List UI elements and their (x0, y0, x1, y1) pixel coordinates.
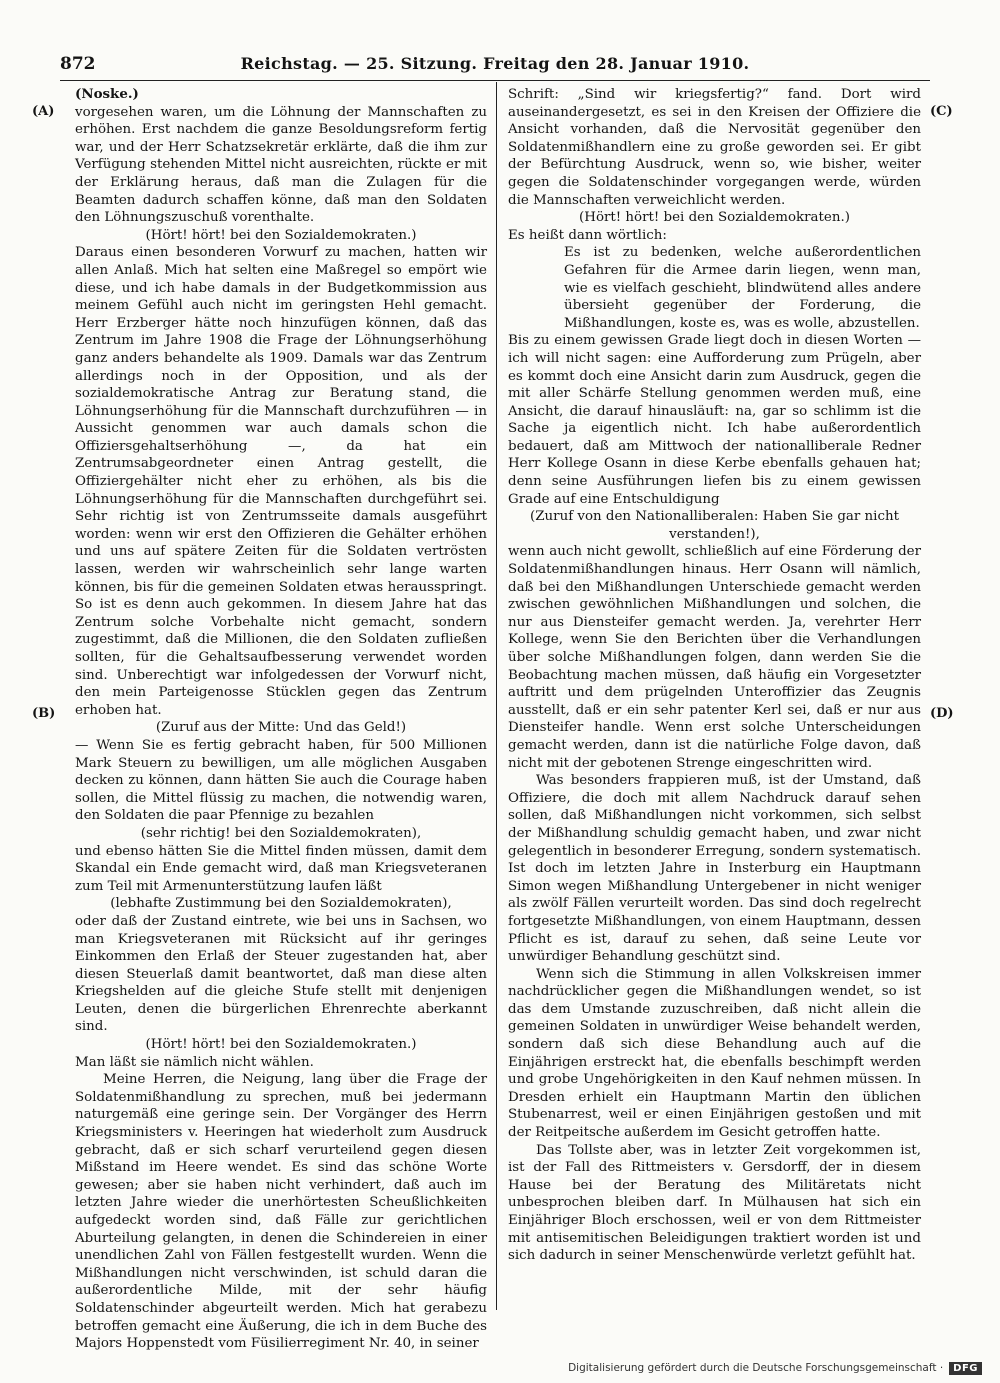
left-column (75, 86, 487, 1353)
interjection: (lebhafte Zustimmung bei den Sozialdemokraten), (110, 896, 452, 912)
paragraph: vorgesehen waren, um die Löhnung der Mannschaften zu erhöhen. Erst nachdem die ganze Besoldungsreform fertig war, und der Herr Schatzsekretär erklärte, daß die ihm zur Verfügung stehenden Mittel nicht ausreichten, rückte er mit der Erklärung heraus, daß man die Zulagen für die Beamten dadurch schaffen könne, daß man den Soldaten den Löhnungszuschuß vorenthalte. (75, 104, 487, 226)
paragraph: Was besonders frappieren muß, ist der Umstand, daß Offiziere, die doch mit allem Nachdruck darauf sehen sollen, daß Mißhandlungen nicht vorkommen, sich selbst der Mißhandlung schuldig gemacht haben, und zwar nicht gelegentlich in besonderer Erregung, sondern systematisch. Ist doch im letzten Jahre in Insterburg ein Hauptmann Simon wegen Mißhandlung Untergebener in nicht weniger als zwölf Fällen verurteilt worden. Das sind doch regelrecht fortgesetzte Mißhandlungen, von einem Hauptmann, dessen Pflicht es ist, darauf zu sehen, daß seine Leute vor unwürdiger Behandlung geschützt sind. (508, 773, 921, 965)
header-rule (60, 80, 930, 81)
right-column (508, 86, 921, 1265)
margin-mark-c: (C) (930, 104, 953, 119)
margin-mark-a: (A) (32, 104, 55, 119)
interjection: (sehr richtig! bei den Sozialdemokraten), (140, 825, 422, 841)
footer-attribution (568, 1359, 982, 1377)
footer-text: Digitalisierung gefördert durch die Deutsche Forschungsgemeinschaft · (568, 1362, 944, 1374)
interjection: (Zuruf von den Nationalliberalen: Haben Sie gar nicht verstanden!), (530, 509, 899, 542)
paragraph: oder daß der Zustand eintrete, wie bei uns in Sachsen, wo man Kriegsveteranen mit Rücksicht auf ihr geringes Einkommen den Erlaß der Steuer zugestanden hat, aber diesen Steuerlaß damit beantwortet, daß man diese alten Kriegshelden auf die gleiche Stufe stellt mit denjenigen Leuten, denen die bürgerlichen Ehrenrechte aberkannt sind. (75, 913, 487, 1035)
paragraph: — Wenn Sie es fertig gebracht haben, für 500 Millionen Mark Steuern zu bewilligen, um alle möglichen Ausgaben decken zu können, dann hätten Sie auch die Courage haben sollen, die Mittel flüssig zu machen, die notwendig waren, den Soldaten die paar Pfennige zu bezahlen (75, 737, 487, 824)
paragraph: wenn auch nicht gewollt, schließlich auf eine Förderung der Soldatenmißhandlungen hinaus. Herr Osann will nämlich, daß bei den Mißhandlungen Unterschiede gemacht werden zwischen gewöhnlichen Mißhandlungen und solchen, die nur aus Diensteifer gemacht werden. Ja, verehrter Herr Kollege, wenn Sie den Berichten über die Verhandlungen über solche Mißhandlungen folgen, dann werden Sie die Beobachtung machen müssen, daß häufig ein Vorgesetzter auftritt und dem prügelnden Unteroffizier das Zeugnis ausstellt, daß er ein sehr patenter Kerl sei, daß er nur aus Diensteifer handle. Wenn erst solche Unterscheidungen gemacht werden, dann ist die natürliche Folge davon, daß nicht mit der gebotenen Strenge eingeschritten wird. (508, 544, 921, 771)
interjection: (Hört! hört! bei den Sozialdemokraten.) (145, 1037, 417, 1053)
paragraph: Wenn sich die Stimmung in allen Volkskreisen immer nachdrücklicher gegen die Mißhandlungen wendet, so ist das dem Umstande zuzuschreiben, daß nicht allein die gemeinen Soldaten in unwürdiger Weise behandelt werden, sondern daß sich diese Behandlung auch auf die Einjährigen erstreckt hat, die ebenfalls beschimpft werden und grobe Ungehörigkeiten in den Kauf nehmen müssen. In Dresden erhielt ein Hauptmann Martin den üblichen Stubenarrest, weil er einen Einjährigen gestoßen und mit der Reitpeitsche außerdem im Gesicht getroffen hatte. (508, 966, 921, 1141)
speaker-name: (Noske.) (75, 86, 139, 102)
margin-mark-d: (D) (930, 706, 954, 721)
paragraph: und ebenso hätten Sie die Mittel finden müssen, damit dem Skandal ein Ende gemacht wird, daß man Kriegsveteranen zum Teil mit Armenunterstützung laufen läßt (75, 843, 487, 894)
column-divider (496, 82, 497, 1310)
margin-mark-b: (B) (32, 706, 56, 721)
paragraph: Meine Herren, die Neigung, lang über die Frage der Soldatenmißhandlung zu sprechen, muß bei jedermann naturgemäß eine geringe sein. Der Vorgänger des Herrn Kriegsministers v. Heeringen hat wiederholt zum Ausdruck gebracht, daß er sich scharf verurteilend gegen diesen Mißstand im Heere wendet. Es sind das schöne Worte gewesen; aber sie haben nicht verhindert, daß auch im letzten Jahre wieder die unerhörtesten Scheußlichkeiten aufgedeckt worden sind, daß Fälle zur gerichtlichen Aburteilung gelangten, in denen die Schindereien in einer unendlichen Zahl von Fällen festgestellt wurden. Wenn die Mißhandlungen nicht verschwinden, ist schuld daran die außerordentliche Milde, mit der sehr häufig Soldatenschinder abgeurteilt werden. Mich hat gerabezu betroffen gemacht eine Äußerung, die ich in dem Buche des Majors Hoppenstedt vom Füsilierregiment Nr. 40, in seiner (75, 1072, 487, 1352)
dfg-logo: DFG (949, 1362, 982, 1375)
paragraph: Das Tollste aber, was in letzter Zeit vorgekommen ist, ist der Fall des Rittmeisters v. Gersdorff, der in diesem Hause bei der Beratung des Militäretats nicht unbesprochen bleiben darf. In Mülhausen hat sich ein Einjähriger Bloch erschossen, weil er von dem Rittmeister mit antisemitischen Beleidigungen traktiert worden ist und sich dadurch in seiner Menschenwürde verletzt gefühlt hat. (508, 1142, 921, 1264)
interjection: (Hört! hört! bei den Sozialdemokraten.) (145, 227, 417, 243)
page-header (60, 50, 930, 78)
paragraph: Bis zu einem gewissen Grade liegt doch in diesen Worten — ich will nicht sagen: eine Aufforderung zum Prügeln, aber es kommt doch eine Ansicht darin zum Ausdruck, gegen die mit aller Schärfe Stellung genommen werden muß, eine Ansicht, die darauf hinausläuft: na, gar so schlimm ist die Sache ja eigentlich nicht. Ich habe außerordentlich bedauert, daß am Mittwoch der nationalliberale Redner Herr Kollege Osann in diese Kerbe ebenfalls gehauen hat; denn seine Ausführungen liefen bis zu einem gewissen Grade auf eine Entschuldigung (508, 333, 921, 507)
paragraph: Daraus einen besonderen Vorwurf zu machen, hatten wir allen Anlaß. Mich hat selten eine Maßregel so empört wie diese, und ich habe damals in der Budgetkommission aus meinem Gefühl auch nicht im geringsten Hehl gemacht. Herr Erzberger hätte noch hinzufügen können, daß das Zentrum im Jahre 1908 die Frage der Löhnungserhöhung ganz anders behandelte als 1909. Damals war das Zentrum allerdings noch in der Opposition, und als der sozialdemokratische Antrag zur Beratung stand, die Löhnungserhöhung für die Mannschaft durchzuführen — in Aussicht genommen war auch damals schon die Offiziersgehaltserhöhung —, da hat ein Zentrumsabgeordneter einen Antrag gestellt, die Offiziergehälter nicht eher zu erhöhen, als bis die Löhnungserhöhung für die Mannschaften durchgeführt sei. Sehr richtig ist von Zentrumsseite damals ausgeführt worden: wenn wir erst den Offizieren die Gehälter erhöhen und uns auf spätere Zeiten für die Soldaten vertrösten lassen, werden wir wahrscheinlich sehr lange warten können, bis für die gemeinen Soldaten etwas herausspringt. So ist es denn auch gekommen. In diesem Jahre hat das Zentrum solche Vorbehalte nicht gemacht, sondern zugestimmt, daß die Millionen, die den Soldaten zufließen sollten, für die Gehaltsaufbesserung verwendet worden sind. Unberechtigt war infolgedessen der Vorwurf nicht, den mein Parteigenosse Stücklen gegen das Zentrum erhoben hat. (75, 245, 487, 718)
running-title: Reichstag. — 25. Sitzung. Freitag den 28. Januar 1910. (240, 54, 750, 73)
block-quote: Es ist zu bedenken, welche außerordentlichen Gefahren für die Armee darin liegen, wenn man, wie es vielfach geschieht, blindwütend alles andere übersieht gegenüber der Forderung, die Mißhandlungen, koste es, was es wolle, abzustellen. (564, 245, 921, 331)
paragraph: Schrift: „Sind wir kriegsfertig?“ fand. Dort wird auseinandergesetzt, es sei in den Kreisen der Offiziere die Ansicht vorhanden, daß die Nervosität gegenüber den Soldatenmißhandlern eine zu große geworden sei. Er gibt der Befürchtung Ausdruck, wenn so, wie bisher, weiter gegen die Soldatenschinder vorgegangen werde, würden die Mannschaften verweichlicht werden. (508, 87, 921, 208)
paragraph: Man läßt sie nämlich nicht wählen. (75, 1054, 314, 1070)
paragraph: Es heißt dann wörtlich: (508, 227, 667, 243)
interjection: (Hört! hört! bei den Sozialdemokraten.) (579, 210, 850, 226)
page-number: 872 (60, 54, 96, 74)
interjection: (Zuruf aus der Mitte: Und das Geld!) (155, 720, 407, 736)
